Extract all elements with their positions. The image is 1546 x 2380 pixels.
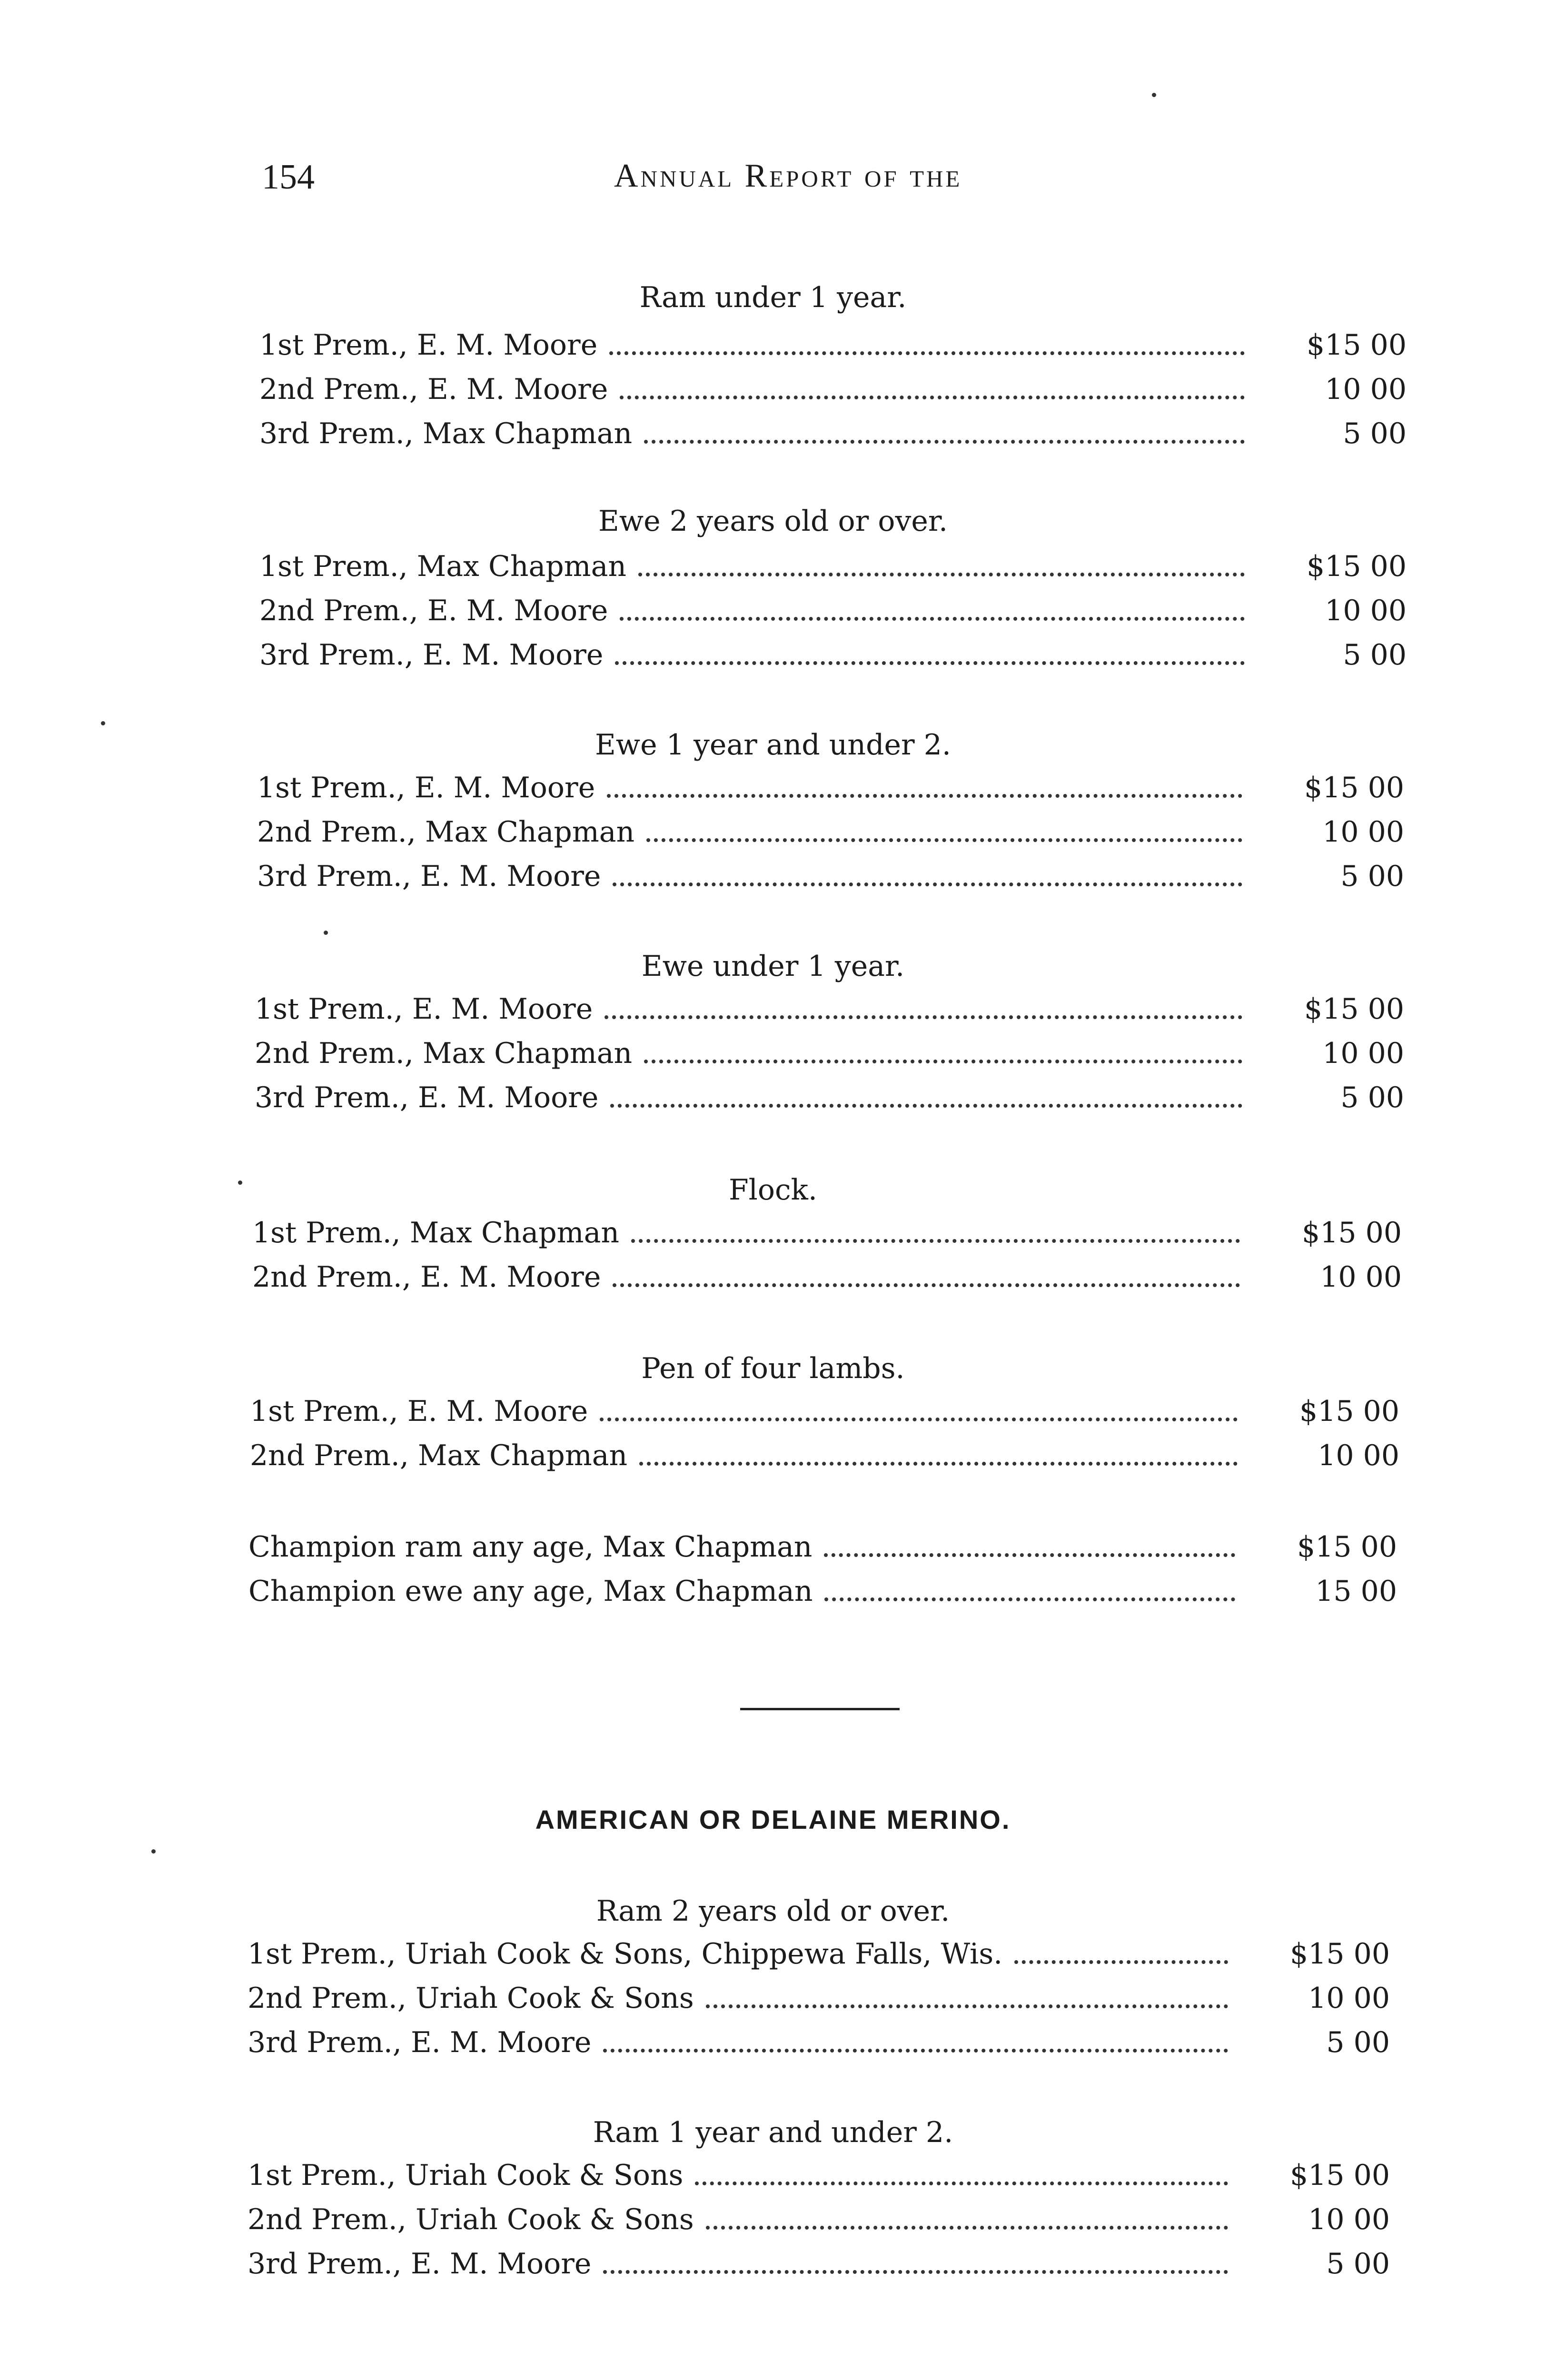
dot-leader xyxy=(631,1239,1240,1243)
dot-leader xyxy=(646,838,1242,842)
award-entry: 3rd Prem., E. M. Moore xyxy=(248,2026,592,2059)
section-title: Ram 1 year and under 2. xyxy=(593,2116,953,2149)
dot-leader xyxy=(600,1418,1238,1421)
premium-row xyxy=(259,589,1407,632)
dot-leader xyxy=(613,883,1242,886)
dot-leader xyxy=(603,2270,1228,2274)
scan-speck xyxy=(101,721,105,725)
dot-leader xyxy=(620,396,1245,399)
award-amount: 10 00 xyxy=(1325,373,1407,406)
section-title: Ewe 2 years old or over. xyxy=(598,505,948,538)
scan-speck xyxy=(238,1180,242,1185)
award-entry: 2nd Prem., E. M. Moore xyxy=(259,594,608,627)
dot-leader xyxy=(706,2226,1228,2230)
premium-row xyxy=(259,324,1407,367)
award-entry: Champion ewe any age, Max Chapman xyxy=(248,1575,813,1608)
award-entry: 1st Prem., E. M. Moore xyxy=(257,771,595,804)
award-entry: 3rd Prem., E. M. Moore xyxy=(248,2247,592,2281)
premium-row xyxy=(252,1211,1402,1254)
section-title: Ewe under 1 year. xyxy=(641,950,905,983)
dot-leader xyxy=(1014,1960,1228,1964)
premium-row xyxy=(255,1032,1404,1075)
premium-row xyxy=(252,1256,1402,1299)
award-entry: 2nd Prem., E. M. Moore xyxy=(259,373,608,406)
section-title: Ewe 1 year and under 2. xyxy=(595,728,951,762)
award-entry: 3rd Prem., E. M. Moore xyxy=(259,638,604,672)
premium-row xyxy=(248,1526,1397,1568)
award-entry: 2nd Prem., Max Chapman xyxy=(255,1037,633,1070)
dot-leader xyxy=(706,2004,1228,2008)
award-amount: 10 00 xyxy=(1322,1037,1404,1070)
award-amount: 5 00 xyxy=(1343,417,1407,450)
scan-speck xyxy=(151,1849,156,1854)
award-entry: 1st Prem., E. M. Moore xyxy=(259,328,598,362)
award-amount: 5 00 xyxy=(1340,1081,1404,1114)
award-amount: 5 00 xyxy=(1340,860,1404,893)
award-entry: 1st Prem., Uriah Cook & Sons, Chippewa Falls, Wis. xyxy=(248,1937,1003,1971)
dot-leader xyxy=(607,794,1242,798)
award-entry: 1st Prem., Max Chapman xyxy=(259,550,626,583)
premium-row xyxy=(248,2242,1390,2285)
award-entry: 2nd Prem., Max Chapman xyxy=(257,815,635,849)
premium-row xyxy=(259,545,1407,588)
award-entry: 1st Prem., Uriah Cook & Sons xyxy=(248,2159,684,2192)
premium-row xyxy=(250,1434,1399,1477)
award-entry: 2nd Prem., E. M. Moore xyxy=(252,1260,601,1294)
award-entry: 1st Prem., E. M. Moore xyxy=(250,1395,588,1428)
premium-row xyxy=(250,1390,1399,1433)
dot-leader xyxy=(620,617,1245,621)
award-amount: $15 00 xyxy=(1290,1937,1390,1971)
premium-row xyxy=(257,855,1404,898)
dot-leader xyxy=(824,1597,1235,1601)
award-amount: 10 00 xyxy=(1308,1982,1390,2015)
premium-row xyxy=(255,988,1404,1031)
premium-row xyxy=(255,1076,1404,1119)
award-amount: 10 00 xyxy=(1308,2203,1390,2236)
award-amount: 5 00 xyxy=(1343,638,1407,672)
award-amount: $15 00 xyxy=(1304,992,1404,1026)
award-amount: $15 00 xyxy=(1290,2159,1390,2192)
premium-row xyxy=(257,766,1404,809)
award-amount: $15 00 xyxy=(1299,1395,1399,1428)
award-amount: 5 00 xyxy=(1326,2247,1390,2281)
premium-row xyxy=(257,811,1404,853)
dot-leader xyxy=(615,661,1245,665)
award-entry: 2nd Prem., Uriah Cook & Sons xyxy=(248,1982,694,2015)
premium-row xyxy=(248,2154,1390,2197)
section-divider xyxy=(740,1708,900,1710)
premium-row xyxy=(259,634,1407,676)
award-entry: 3rd Prem., Max Chapman xyxy=(259,417,633,450)
award-entry: 3rd Prem., E. M. Moore xyxy=(255,1081,599,1114)
dot-leader xyxy=(609,351,1245,355)
award-amount: $15 00 xyxy=(1302,1216,1402,1250)
dot-leader xyxy=(638,573,1245,576)
dot-leader xyxy=(644,440,1245,444)
award-entry: 2nd Prem., Uriah Cook & Sons xyxy=(248,2203,694,2236)
award-amount: $15 00 xyxy=(1304,771,1404,804)
section-title: Ram 2 years old or over. xyxy=(596,1894,950,1928)
award-amount: $15 00 xyxy=(1307,550,1407,583)
dot-leader xyxy=(824,1553,1235,1557)
award-amount: 10 00 xyxy=(1325,594,1407,627)
page-number: 154 xyxy=(262,158,315,197)
dot-leader xyxy=(695,2182,1228,2185)
award-entry: 2nd Prem., Max Chapman xyxy=(250,1439,628,1472)
award-amount: 10 00 xyxy=(1320,1260,1402,1294)
premium-row xyxy=(259,368,1407,411)
dot-leader xyxy=(605,1015,1242,1019)
award-entry: 3rd Prem., E. M. Moore xyxy=(257,860,601,893)
premium-row xyxy=(248,1977,1390,2020)
award-amount: 5 00 xyxy=(1326,2026,1390,2059)
scan-speck xyxy=(324,931,328,935)
premium-row xyxy=(248,2198,1390,2241)
scan-speck xyxy=(1152,93,1156,97)
section-title: Pen of four lambs. xyxy=(641,1352,905,1385)
dot-leader xyxy=(603,2049,1228,2053)
award-amount: 10 00 xyxy=(1322,815,1404,849)
dot-leader xyxy=(610,1104,1242,1108)
section-title: Ram under 1 year. xyxy=(639,281,907,314)
running-title: Annual Report of the xyxy=(614,158,962,194)
award-amount: 10 00 xyxy=(1318,1439,1399,1472)
award-amount: $15 00 xyxy=(1297,1530,1397,1564)
premium-row xyxy=(248,1570,1397,1613)
dot-leader xyxy=(613,1283,1240,1287)
award-entry: 1st Prem., E. M. Moore xyxy=(255,992,593,1026)
section-title: Flock. xyxy=(729,1173,817,1207)
category-heading: AMERICAN OR DELAINE MERINO. xyxy=(535,1805,1011,1835)
award-entry: Champion ram any age, Max Chapman xyxy=(248,1530,813,1564)
premium-row xyxy=(259,412,1407,455)
premium-row xyxy=(248,2021,1390,2064)
award-amount: 15 00 xyxy=(1315,1575,1397,1608)
dot-leader xyxy=(639,1462,1238,1466)
award-amount: $15 00 xyxy=(1307,328,1407,362)
award-entry: 1st Prem., Max Chapman xyxy=(252,1216,619,1250)
premium-row xyxy=(248,1933,1390,1975)
dot-leader xyxy=(644,1060,1242,1063)
